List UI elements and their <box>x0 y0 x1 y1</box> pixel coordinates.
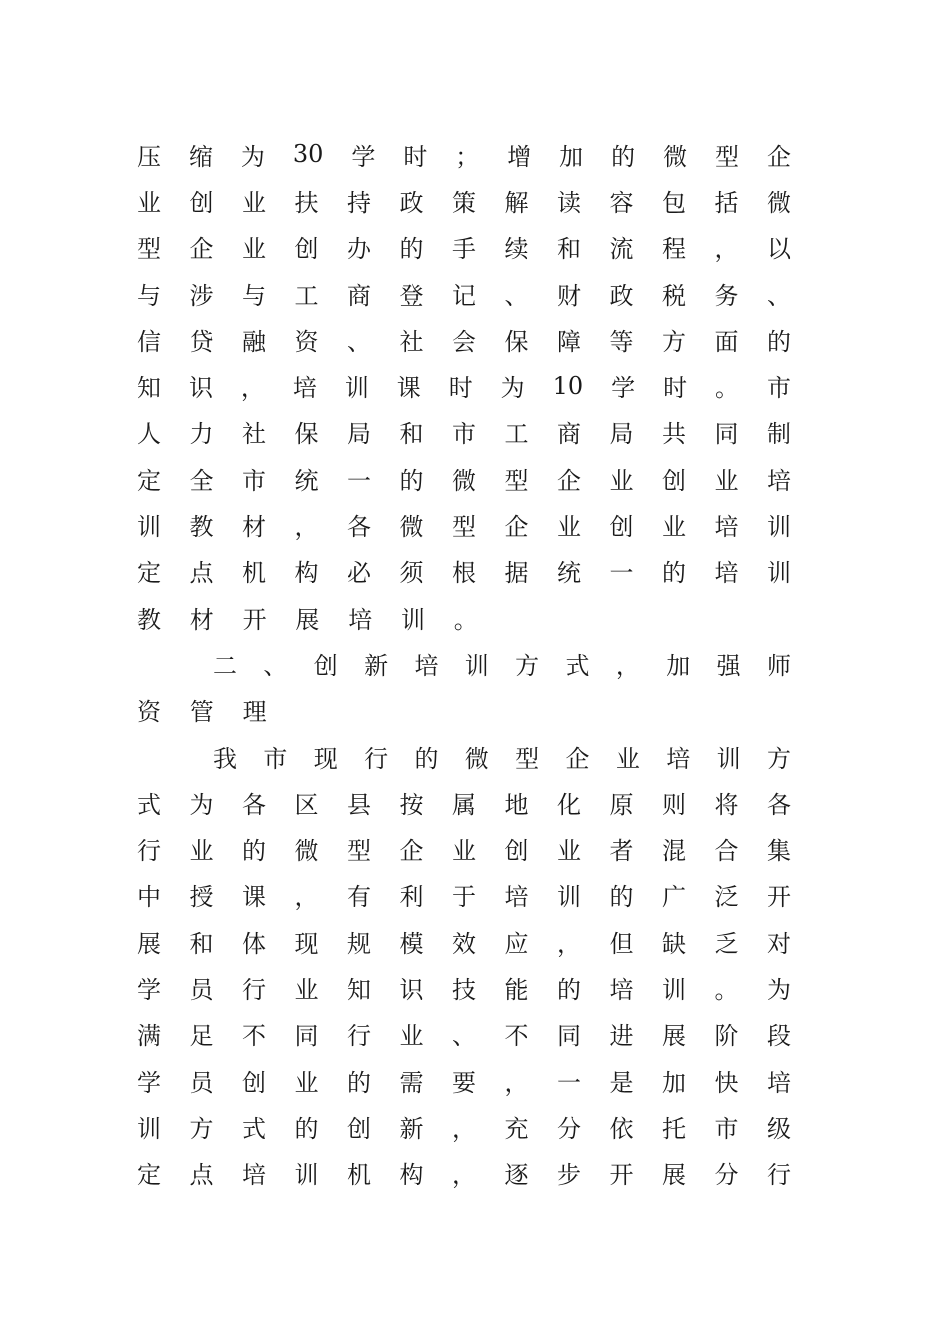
text-line: 资 管 理 <box>137 698 267 727</box>
text-line: 压 缩 为 30 学 时 ； 增 加 的 微 型 企 <box>137 140 791 171</box>
text-line: 学 员 创 业 的 需 要 ， 一 是 加 快 培 <box>137 1068 791 1097</box>
text-line: 二 、 创 新 培 训 方 式 ， 加 强 师 <box>213 651 791 680</box>
text-line: 型 企 业 创 办 的 手 续 和 流 程 ， 以 <box>137 235 791 264</box>
text-line: 知 识 ， 培 训 课 时 为 10 学 时 。 市 <box>137 371 791 403</box>
body-text <box>137 131 791 1196</box>
text-line: 我 市 现 行 的 微 型 企 业 培 训 方 <box>213 744 791 773</box>
text-line: 行 业 的 微 型 企 业 创 业 者 混 合 集 <box>137 837 791 866</box>
text-line: 式 为 各 区 县 按 属 地 化 原 则 将 各 <box>137 790 791 819</box>
text-line: 业 创 业 扶 持 政 策 解 读 容 包 括 微 <box>137 188 791 217</box>
text-line: 定 全 市 统 一 的 微 型 企 业 创 业 培 <box>137 466 791 495</box>
text-line: 展 和 体 现 规 模 效 应 ， 但 缺 乏 对 <box>137 929 791 958</box>
text-line: 学 员 行 业 知 识 技 能 的 培 训 。 为 <box>137 975 791 1004</box>
text-line: 人 力 社 保 局 和 市 工 商 局 共 同 制 <box>137 420 791 449</box>
text-line: 与 涉 与 工 商 登 记 、 财 政 税 务 、 <box>137 281 791 310</box>
text-line: 教 材 开 展 培 训 。 <box>137 605 478 634</box>
text-line: 定 点 培 训 机 构 ， 逐 步 开 展 分 行 <box>137 1161 791 1190</box>
text-line: 信 贷 融 资 、 社 会 保 障 等 方 面 的 <box>137 327 791 356</box>
text-line: 中 授 课 ， 有 利 于 培 训 的 广 泛 开 <box>137 883 791 912</box>
text-line: 训 方 式 的 创 新 ， 充 分 依 托 市 级 <box>137 1114 791 1143</box>
text-line: 训 教 材 ， 各 微 型 企 业 创 业 培 训 <box>137 513 791 542</box>
text-line: 满 足 不 同 行 业 、 不 同 进 展 阶 段 <box>137 1022 791 1051</box>
text-line: 定 点 机 构 必 须 根 据 统 一 的 培 训 <box>137 559 791 588</box>
